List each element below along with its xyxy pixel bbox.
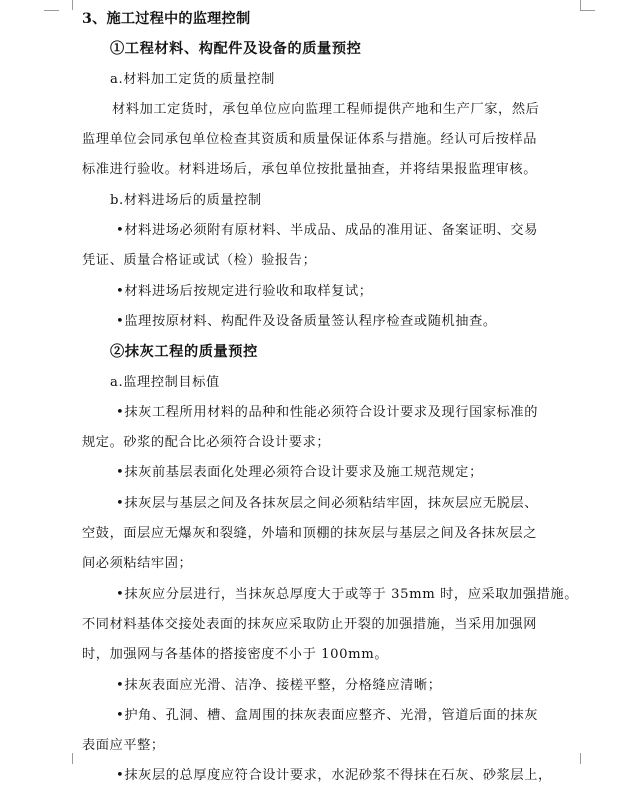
section-title: 3、施工过程中的监理控制 — [82, 11, 251, 27]
bullet-continuation: 不同材料基体交接处表面的抹灰应采取防止开裂的加强措施，当采用加强网 — [82, 616, 537, 632]
bullet-continuation: 空鼓，面层应无爆灰和裂缝，外墙和顶棚的抹灰层与基层之间及各抹灰层之 — [82, 526, 537, 542]
bullet-line: •抹灰工程所用材料的品种和性能必须符合设计要求及现行国家标准的 — [116, 404, 539, 420]
bullet-line: •抹灰前基层表面化处理必须符合设计要求及施工规范规定； — [116, 465, 483, 481]
bullet-continuation: 时，加强网与各基体的搭接密度不小于 100mm。 — [82, 647, 389, 663]
part1-b-title: b.材料进场后的质量控制 — [110, 192, 262, 208]
part1-a-title: a.材料加工定货的质量控制 — [110, 71, 275, 87]
paragraph-line: 监理单位会同承包单位检查其资质和质量保证体系与措施。经认可后按样品 — [82, 132, 537, 148]
part1-heading: ①工程材料、构配件及设备的质量预控 — [110, 41, 362, 58]
bullet-line: •材料进场必须附有原材料、半成品、成品的准用证、备案证明、交易 — [116, 223, 539, 239]
crop-mark-top-right — [580, 0, 595, 10]
bullet-continuation: 表面应平整； — [82, 738, 165, 754]
bullet-line: •监理按原材料、构配件及设备质量签认程序检查或随机抽查。 — [116, 313, 497, 329]
bullet-line: •抹灰层的总厚度应符合设计要求，水泥砂浆不得抹在石灰、砂浆层上， — [116, 768, 552, 784]
document-body — [82, 4, 580, 792]
bullet-continuation: 凭证、质量合格证或试（检）验报告； — [82, 253, 317, 269]
bullet-continuation: 规定。砂浆的配合比必须符合设计要求； — [82, 435, 331, 451]
crop-mark-top-left — [58, 0, 73, 10]
part2-heading: ②抹灰工程的质量预控 — [110, 344, 258, 361]
bullet-line: •抹灰应分层进行，当抹灰总厚度大于或等于 35mm 时，应采取加强措施。 — [116, 586, 578, 602]
bullet-line: •抹灰表面应光滑、洁净、接槎平整，分格缝应清晰； — [116, 677, 442, 693]
crop-mark-top-right-h — [580, 10, 595, 11]
bullet-line: •材料进场后按规定进行验收和取样复试； — [116, 283, 373, 299]
crop-mark-top-left-h — [44, 10, 59, 11]
paragraph-line: 标准进行验收。材料进场后，承包单位按批量抽查，并将结果报监理审核。 — [82, 162, 537, 178]
bullet-line: •护角、孔洞、槽、盒周围的抹灰表面应整齐、光滑，管道后面的抹灰 — [116, 707, 539, 723]
paragraph-line: 材料加工定货时，承包单位应向监理工程师提供产地和生产厂家，然后 — [112, 101, 540, 117]
crop-mark-bottom-left — [58, 753, 73, 764]
part2-a-title: a.监理控制目标值 — [110, 374, 220, 390]
crop-mark-bottom-right — [580, 753, 595, 764]
bullet-line: •抹灰层与基层之间及各抹灰层之间必须粘结牢固，抹灰层应无脱层、 — [116, 495, 539, 511]
bullet-continuation: 间必须粘结牢固； — [82, 556, 193, 572]
